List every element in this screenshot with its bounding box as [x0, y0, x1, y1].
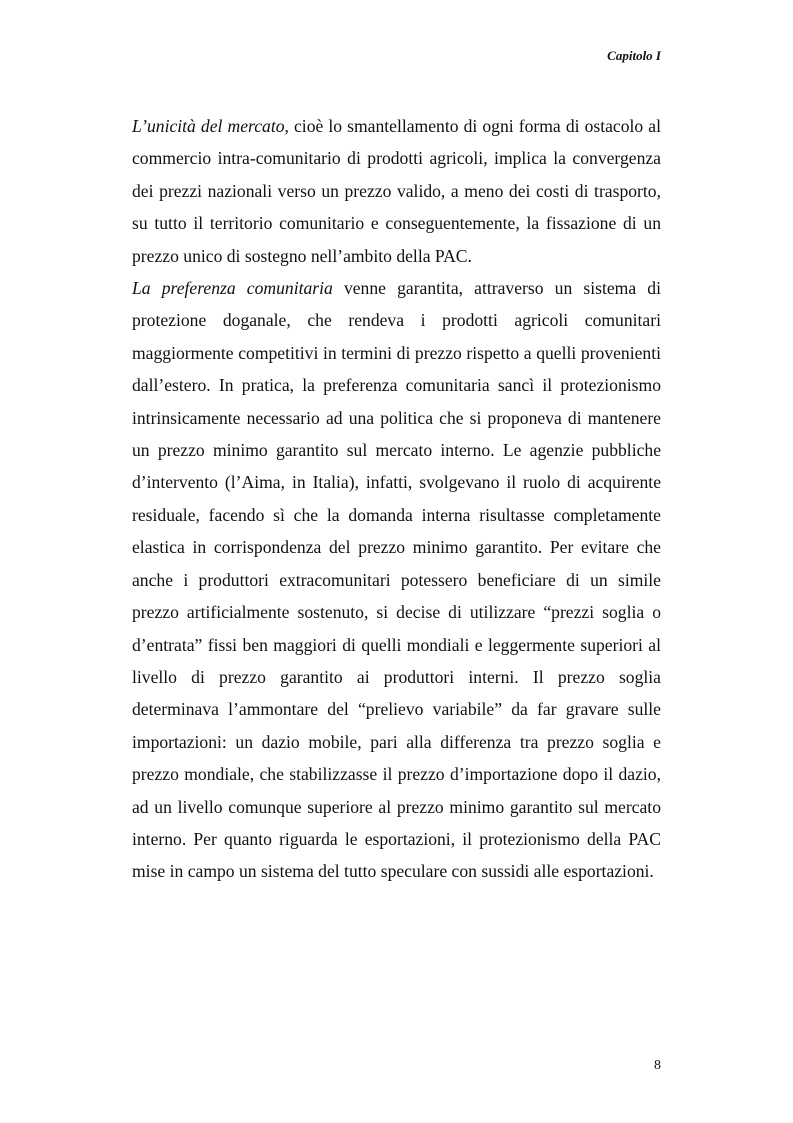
paragraph-text: venne garantita, attraverso un sistema di protezione doganale, che rendeva i prodotti agricoli comunitari maggiormente competitivi in termini di prezzo rispetto a quelli provenienti dall’estero. In pratica, la preferenza comunitaria sancì il protezionismo intrinsicamente necessario ad una politica che si proponeva di mantenere un prezzo minimo garantito sul mercato interno. Le agenzie pubbliche d’intervento (l’Aima, in Italia), infatti, svolgevano il ruolo di acquirente residuale, facendo sì che la domanda interna risultasse completamente elastica in corrispondenza del prezzo minimo garantito. Per evitare che anche i produttori extracomunitari potessero beneficiare di un simile prezzo artificialmente sostenuto, si decise di utilizzare “prezzi soglia o d’entrata” fissi ben maggiori di quelli mondiali e leggermente superiori al livello di prezzo garantito ai produttori interni. Il prezzo soglia determinava l’ammontare del “prelievo variabile” da far gravare sulle importazioni: un dazio mobile, pari alla differenza tra prezzo soglia e prezzo mondiale, che stabilizzasse il prezzo d’importazione dopo il dazio, ad un livello comunque superiore al prezzo minimo garantito sul mercato interno. Per quanto riguarda le esportazioni, il protezionismo della PAC mise in campo un sistema del tutto speculare con sussidi alle esportazioni. [132, 278, 661, 882]
paragraph-lead-italic: La preferenza comunitaria [132, 278, 333, 299]
paragraph-lead-italic: L’unicità del mercato [132, 116, 285, 136]
paragraph-text: , cioè lo smantellamento di ogni forma di ostacolo al commercio intra-comunitario di prodotti agricoli, implica la convergenza dei prezzi nazionali verso un prezzo valido, a meno dei costi di trasporto, su tutto il territorio comunitario e conseguentemente, la fissazione di un prezzo unico di sostegno nell’ambito della PAC. [132, 116, 661, 266]
paragraph-preferenza [132, 272, 661, 888]
body-text [132, 110, 661, 888]
page-number: 8 [654, 1058, 661, 1073]
chapter-header: Capitolo I [607, 48, 661, 63]
paragraph-unicita [132, 110, 661, 272]
